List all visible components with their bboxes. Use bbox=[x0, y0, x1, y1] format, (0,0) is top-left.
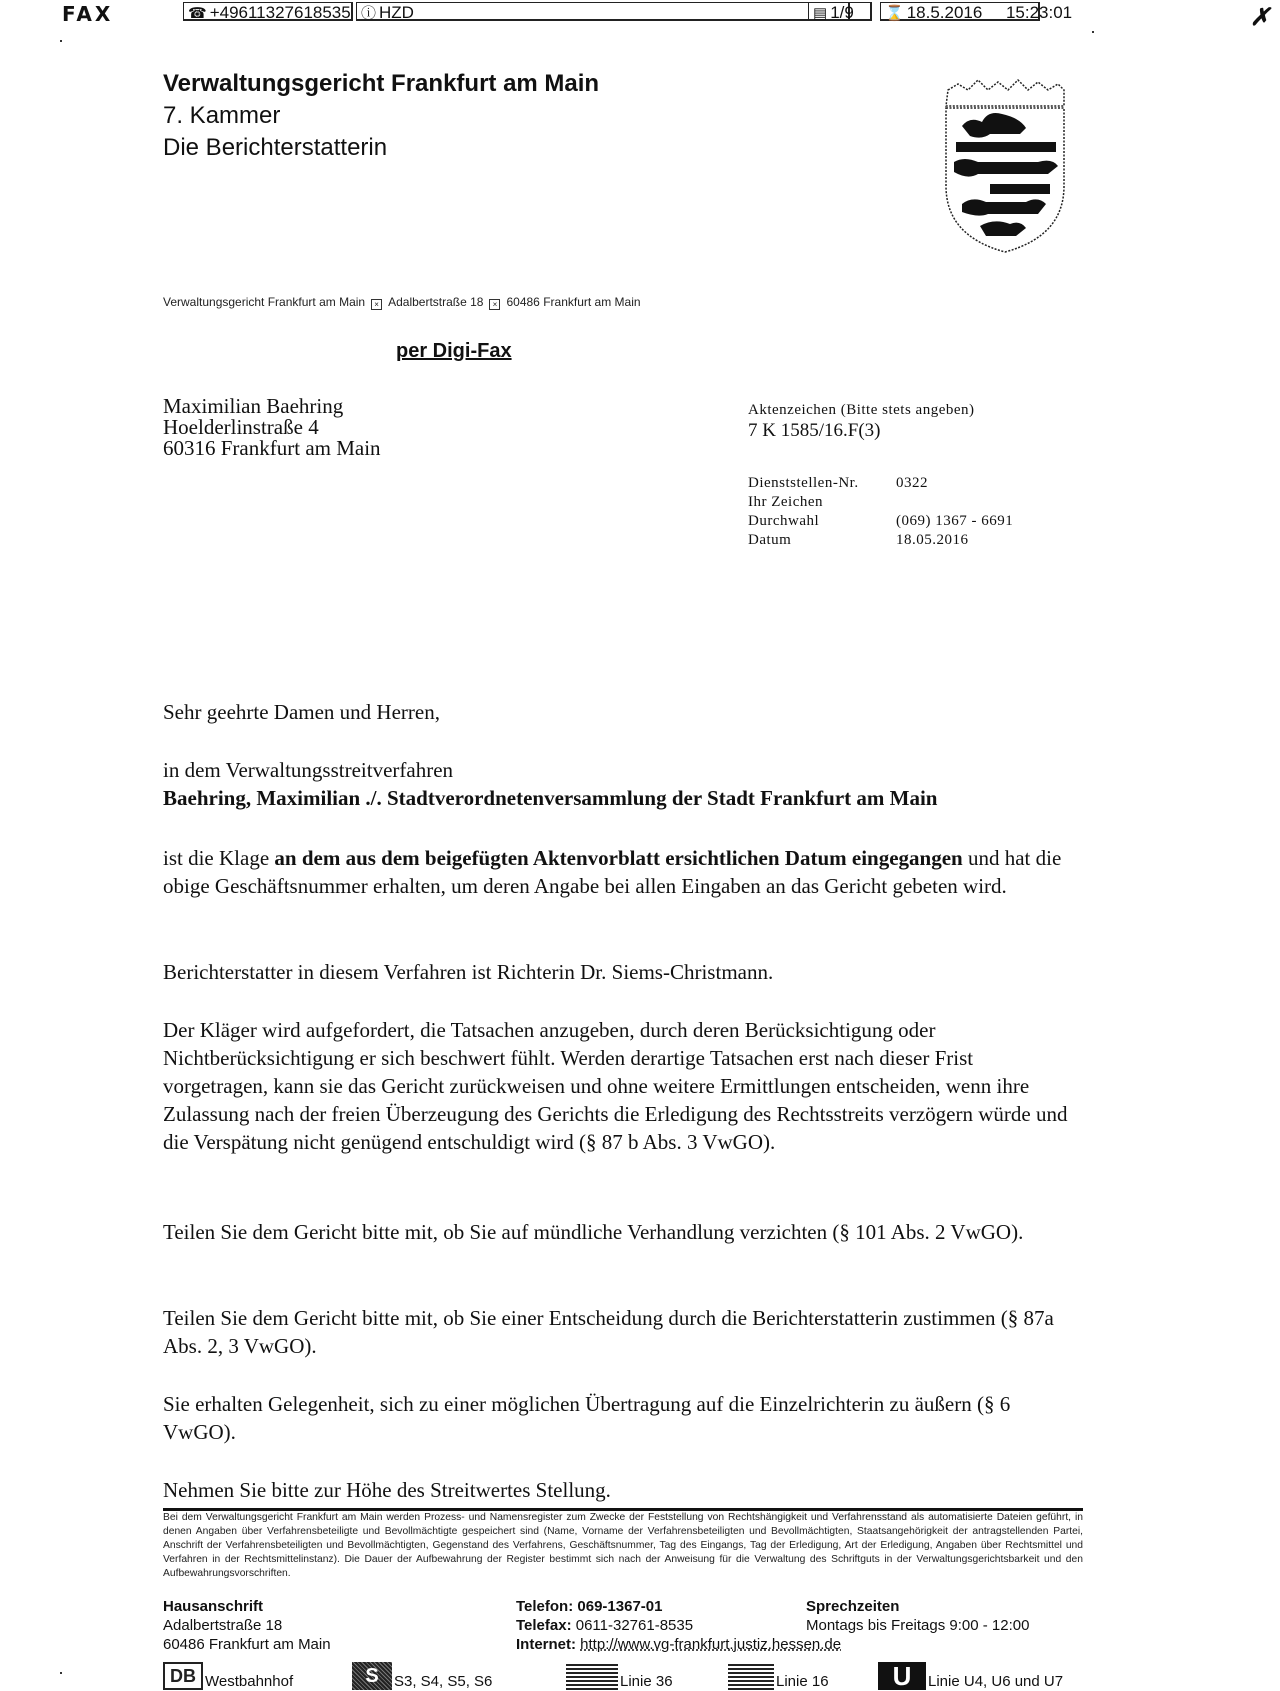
meta-value: 18.05.2016 bbox=[896, 532, 969, 548]
bus-icon bbox=[728, 1662, 774, 1690]
hourglass-icon: ⌛ bbox=[885, 5, 904, 22]
delivery-method: per Digi-Fax bbox=[396, 340, 512, 362]
recipient-name: Maximilian Baehring bbox=[163, 394, 344, 418]
transit-db bbox=[163, 1668, 293, 1690]
separator-box-icon: × bbox=[371, 299, 382, 310]
role: Die Berichterstatterin bbox=[163, 134, 388, 161]
transit-ubahn bbox=[878, 1661, 1064, 1691]
transit-text: Linie 36 bbox=[620, 1673, 673, 1690]
p6-text: Sie erhalten Gelegenheit, sich zu einer möglichen Übertragung auf die Einzelrichterin zu äußern (§ 6 VwGO). bbox=[163, 1392, 1011, 1444]
p4-text: Teilen Sie dem Gericht bitte mit, ob Sie auf mündliche Verhandlung verzichten (§ 101 Abs. 2 VwGO). bbox=[163, 1220, 1024, 1244]
hesse-coat-of-arms-icon bbox=[940, 76, 1070, 256]
meta-value: (069) 1367 - 6691 bbox=[896, 513, 1014, 529]
meta-key: Datum bbox=[748, 532, 792, 548]
phone-label: Telefon: bbox=[516, 1598, 574, 1615]
salutation-text: Sehr geehrte Damen und Herren, bbox=[163, 700, 440, 724]
phone-value: 069-1367-01 bbox=[577, 1598, 663, 1615]
recipient-city: 60316 Frankfurt am Main bbox=[163, 436, 381, 460]
page-icon: ▤ bbox=[813, 5, 828, 22]
paragraph-7 bbox=[163, 1476, 1083, 1504]
info-icon: ⓘ bbox=[361, 5, 377, 22]
website-link[interactable]: http://www.vg-frankfurt.justiz.hessen.de bbox=[580, 1636, 842, 1653]
paragraph-5 bbox=[163, 1304, 1083, 1360]
privacy-note: Bei dem Verwaltungsgericht Frankfurt am Main werden Prozess- und Namensregister zum Zwecke der Feststellung von Rechtshängigkeit und Verfahrensstand als automatisierte Dateien geführt, in denen Angaben über Verfahrensbeteiligte und Bevollmächtigte gespeichert sind (Name, Vorname der Verfahrensbeteiligten und Bevollmächtigten, Staatsangehörigkeit der antragstellenden Partei, Anschrift der Verfahrensbeteiligten und Bevollmächtigten, Gegenstand des Verfahrens, Geschäftsnummer, Tag des Eingangs, Tag der Erledigung, Art der Erledigung, Angaben über Rechtsmittel und Verfahren in der Rechtsmittelinstanz). Die Dauer der Aufbewahrung der Register bestimmt sich nach der Anweisung für die Verwaltung des Schriftguts in der Verwaltungsgerichtsbarkeit und den Aufbewahrungsvorschriften. bbox=[163, 1512, 1083, 1579]
fax-page: 1/9 bbox=[830, 3, 854, 22]
address-city: 60486 Frankfurt am Main bbox=[163, 1636, 331, 1653]
fax-value: 0611-32761-8535 bbox=[575, 1617, 694, 1634]
fax-sender-field bbox=[356, 2, 850, 21]
footer-hours bbox=[806, 1597, 1029, 1635]
scan-dot bbox=[60, 1672, 62, 1674]
hours-text: Montags bis Freitags 9:00 - 12:00 bbox=[806, 1617, 1030, 1634]
separator-box-icon: × bbox=[489, 299, 500, 310]
transit-text: S3, S4, S5, S6 bbox=[394, 1673, 493, 1690]
fax-datetime-field bbox=[880, 2, 1073, 22]
fax-phone-field bbox=[183, 2, 353, 21]
transit-text: Linie 16 bbox=[776, 1673, 829, 1690]
p3-text: Der Kläger wird aufgefordert, die Tatsachen anzugeben, durch deren Berücksichtigung oder Nichtberücksichtigung er sich beschwert fühlt. Werden derartige Tatsachen erst nach dieser Frist vorgetragen, kann sie das Gericht zurückweisen und ohne weitere Ermittlungen entscheiden, wenn ihre Zulassung nach der freien Überzeugung des Gerichts die Erledigung des Rechtsstreits verzögern würde und die Verspätung nicht genügend entschuldigt wird (§ 87 b Abs. 3 VwGO). bbox=[163, 1018, 1068, 1154]
case-parties: Baehring, Maximilian ./. Stadtverordnetenversammlung der Stadt Frankfurt am Main bbox=[163, 786, 938, 810]
p1-bold: an dem aus dem beigefügten Aktenvorblatt ersichtlichen Datum eingegangen bbox=[274, 846, 963, 870]
paragraph-2 bbox=[163, 958, 1083, 986]
reference-label: Aktenzeichen (Bitte stets angeben) bbox=[748, 402, 975, 418]
fax-page-field bbox=[808, 2, 872, 21]
scan-dot bbox=[1092, 31, 1094, 33]
court-name: Verwaltungsgericht Frankfurt am Main bbox=[163, 70, 600, 97]
footer-address bbox=[163, 1597, 331, 1654]
db-icon: DB bbox=[163, 1662, 203, 1690]
meta-row bbox=[748, 531, 1013, 550]
recipient-address bbox=[163, 396, 381, 459]
meta-value bbox=[896, 493, 1013, 512]
meta-key: Ihr Zeichen bbox=[748, 494, 824, 510]
sender-line bbox=[163, 295, 641, 309]
p2-text: Berichterstatter in diesem Verfahren ist Richterin Dr. Siems-Christmann. bbox=[163, 960, 774, 984]
hours-heading: Sprechzeiten bbox=[806, 1598, 900, 1615]
meta-row bbox=[748, 493, 1013, 512]
meta-key: Durchwahl bbox=[748, 513, 820, 529]
fax-time: 15:23:01 bbox=[1005, 3, 1073, 22]
transit-tram bbox=[566, 1668, 673, 1690]
sender-city: 60486 Frankfurt am Main bbox=[506, 295, 641, 309]
fax-mark-icon: ✗ bbox=[1250, 2, 1271, 31]
meta-value: 0322 bbox=[896, 475, 928, 491]
meta-key: Dienststellen-Nr. bbox=[748, 475, 859, 491]
fax-phone: +49611327618535 bbox=[209, 3, 351, 22]
p1-post: und hat die obige Geschäftsnummer erhalten, um deren Angabe bei allen Eingaben an das Gericht gebeten wird. bbox=[163, 846, 1062, 898]
s-bahn-icon: S bbox=[352, 1662, 392, 1690]
fax-label: Telefax: bbox=[516, 1617, 572, 1634]
web-label: Internet: bbox=[516, 1636, 576, 1653]
paragraph-4 bbox=[163, 1218, 1083, 1246]
paragraph-6 bbox=[163, 1390, 1083, 1446]
p1-pre: ist die Klage bbox=[163, 846, 275, 870]
paragraph-3 bbox=[163, 1016, 1083, 1156]
recipient-street: Hoelderlinstraße 4 bbox=[163, 415, 319, 439]
sender-street: Adalbertstraße 18 bbox=[388, 295, 484, 309]
u-bahn-icon: U bbox=[878, 1662, 926, 1690]
sender-court: Verwaltungsgericht Frankfurt am Main bbox=[163, 295, 366, 309]
case-intro: in dem Verwaltungsstreitverfahren bbox=[163, 758, 454, 782]
fax-date: 18.5.2016 bbox=[906, 3, 983, 22]
reference-number: 7 K 1585/16.F(3) bbox=[748, 420, 881, 441]
tram-icon bbox=[566, 1662, 618, 1690]
address-heading: Hausanschrift bbox=[163, 1598, 264, 1615]
phone-icon: ☎ bbox=[188, 5, 207, 22]
address-street: Adalbertstraße 18 bbox=[163, 1617, 283, 1634]
paragraph-1 bbox=[163, 844, 1083, 900]
transit-text: Linie U4, U6 und U7 bbox=[928, 1673, 1064, 1690]
fax-label: FAX bbox=[62, 2, 114, 26]
meta-table bbox=[748, 474, 1013, 550]
chamber: 7. Kammer bbox=[163, 102, 281, 129]
p5-text: Teilen Sie dem Gericht bitte mit, ob Sie einer Entscheidung durch die Berichterstatterin zustimmen (§ 87a Abs. 2, 3 VwGO). bbox=[163, 1306, 1054, 1358]
transit-bus bbox=[728, 1668, 829, 1690]
letterhead bbox=[163, 68, 599, 164]
salutation bbox=[163, 698, 1083, 726]
meta-row bbox=[748, 474, 1013, 493]
p7-text: Nehmen Sie bitte zur Höhe des Streitwertes Stellung. bbox=[163, 1478, 611, 1502]
scan-dot bbox=[60, 40, 62, 42]
footer-contact bbox=[516, 1597, 841, 1654]
transit-sbahn bbox=[352, 1665, 493, 1690]
meta-row bbox=[748, 512, 1013, 531]
fax-sender-id: HZD bbox=[379, 3, 414, 22]
case-block bbox=[163, 756, 1083, 812]
transit-text: Westbahnhof bbox=[205, 1673, 294, 1690]
